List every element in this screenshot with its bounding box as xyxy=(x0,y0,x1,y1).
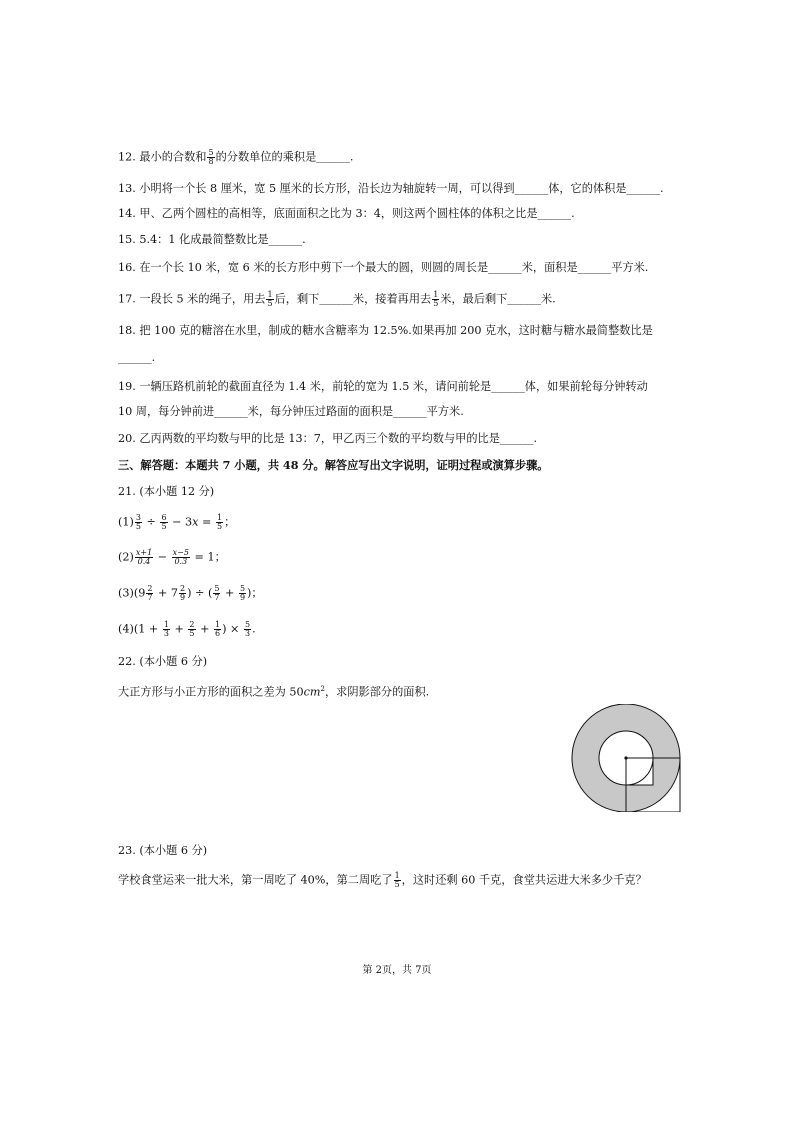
expr-text: (1 + xyxy=(133,622,162,636)
frac-num: 5 xyxy=(239,584,246,593)
q17-text-b: 后，剩下______米，接着再用去 xyxy=(274,292,432,306)
question-20: 20. 乙丙两数的平均数与甲的比是 13：7，甲乙丙三个数的平均数与甲的比是______. xyxy=(118,432,538,445)
operator: ÷ xyxy=(142,515,160,529)
frac-num: x+1 xyxy=(135,548,153,557)
frac-den: 7 xyxy=(147,593,153,602)
fraction xyxy=(135,514,142,531)
q21-part-4 xyxy=(118,621,256,638)
fraction xyxy=(214,621,221,638)
frac-num: 5 xyxy=(208,148,214,157)
q17-fraction-1 xyxy=(266,291,273,308)
question-16: 16. 在一个长 10 米，宽 6 米的长方形中剪下一个最大的圆，则圆的周长是______米，面积是______平方米. xyxy=(118,261,649,274)
question-13: 13. 小明将一个长 8 厘米，宽 5 厘米的长方形，沿长边为轴旋转一周，可以得到______体，它的体积是______. xyxy=(118,182,664,195)
frac-num: 3 xyxy=(135,513,141,522)
expr-text: + xyxy=(221,586,238,600)
part-label: (3) xyxy=(118,586,134,600)
q21-part-2 xyxy=(118,549,226,566)
expr-text: + 7 xyxy=(154,586,179,600)
q22-text-a: 大正方形与小正方形的面积之差为 xyxy=(118,685,290,699)
q23-text-a: 学校食堂运来一批大米，第一周吃了 40%，第二周吃了 xyxy=(118,873,393,887)
expr-end: ； xyxy=(224,515,236,529)
expr-text: + xyxy=(196,622,214,636)
frac-num: 1 xyxy=(215,620,221,629)
q17-text-c: 米，最后剩下______米. xyxy=(440,292,556,306)
frac-num: x−5 xyxy=(172,548,189,557)
q12-text-a: 12. 最小的合数和 xyxy=(118,150,207,164)
q22-text-b: ，求阴影部分的面积. xyxy=(324,685,430,699)
fraction xyxy=(135,549,153,566)
q23-title: 23. (本小题 6 分) xyxy=(118,844,208,857)
question-14: 14. 甲、乙两个圆柱的高相等，底面面积之比为 3：4，则这两个圆柱体的体积之比是______. xyxy=(118,207,575,220)
fraction xyxy=(163,621,170,638)
fraction xyxy=(179,585,186,602)
frac-den: 5 xyxy=(216,522,223,531)
frac-den: 0.3 xyxy=(174,557,188,566)
variable: x xyxy=(192,515,199,529)
q22-unit: cm xyxy=(303,685,321,699)
question-19-line-2: 10 周，每分钟前进______米，每分钟压过路面的面积是______平方米. xyxy=(118,405,464,418)
question-12 xyxy=(118,149,353,166)
q23-fraction xyxy=(394,872,401,889)
frac-den: 3 xyxy=(163,629,169,638)
q21-title: 21. (本小题 12 分) xyxy=(118,485,215,498)
q22-value: 50 xyxy=(289,685,304,699)
expr-text: ) ÷ ( xyxy=(187,586,213,600)
question-17 xyxy=(118,291,556,308)
q21-part-3 xyxy=(118,585,263,602)
frac-num: 2 xyxy=(189,620,195,629)
fraction xyxy=(146,585,153,602)
frac-den: 0.4 xyxy=(137,557,151,566)
q12-fraction xyxy=(207,149,214,166)
expr-end: )； xyxy=(247,586,263,600)
expr-text: (9 xyxy=(133,586,146,600)
q22-figure xyxy=(568,704,686,812)
frac-num: 1 xyxy=(163,620,169,629)
q22-text xyxy=(118,681,429,701)
q17-fraction-2 xyxy=(432,291,439,308)
frac-num: 5 xyxy=(244,620,251,629)
frac-den: 9 xyxy=(239,593,246,602)
frac-num: 1 xyxy=(394,871,400,880)
frac-num: 5 xyxy=(214,584,220,593)
q23-text xyxy=(118,872,647,889)
fraction xyxy=(239,585,246,602)
frac-den: 5 xyxy=(161,522,167,531)
question-18-line-2: ______. xyxy=(118,351,156,364)
operator: − xyxy=(154,550,171,564)
frac-den: 9 xyxy=(180,593,186,602)
question-19-line-1: 19. 一辆压路机前轮的截面直径为 1.4 米，前轮的宽为 1.5 米，请问前轮是______体，如果前轮每分钟转动 xyxy=(118,380,648,393)
section-3-heading: 三、解答题：本题共 7 小题，共 48 分。解答应写出文字说明，证明过程或演算步骤。 xyxy=(118,458,549,472)
fraction xyxy=(160,514,167,531)
frac-num: 1 xyxy=(267,290,273,299)
q17-text-a: 17. 一段长 5 米的绳子，用去 xyxy=(118,292,266,306)
frac-den: 5 xyxy=(135,522,141,531)
fraction xyxy=(216,514,223,531)
question-15: 15. 5.4：1 化成最简整数比是______. xyxy=(118,233,306,246)
frac-den: 5 xyxy=(433,299,439,308)
frac-den: 5 xyxy=(189,629,195,638)
frac-den: 6 xyxy=(215,629,221,638)
expr-text: − 3 xyxy=(168,515,193,529)
fraction xyxy=(188,621,195,638)
q22-title: 22. (本小题 6 分) xyxy=(118,655,208,668)
page-footer: 第 2页，共 7页 xyxy=(362,965,432,976)
frac-den: 5 xyxy=(267,299,273,308)
part-label: (1) xyxy=(118,515,134,529)
equals: = xyxy=(198,515,215,529)
fraction xyxy=(244,621,251,638)
center-point xyxy=(624,756,627,759)
q23-text-b: ，这时还剩 60 千克，食堂共运进大米多少千克？ xyxy=(401,873,647,887)
frac-num: 1 xyxy=(433,290,439,299)
part-label: (2) xyxy=(118,550,134,564)
part-label: (4) xyxy=(118,622,134,636)
expr-text: ) × xyxy=(222,622,243,636)
frac-den: 7 xyxy=(214,593,220,602)
frac-den: 8 xyxy=(208,157,214,166)
fraction xyxy=(172,549,190,566)
frac-num: 6 xyxy=(161,513,167,522)
frac-den: 5 xyxy=(394,880,400,889)
q21-part-1 xyxy=(118,514,235,531)
question-18-line-1: 18. 把 100 克的糖溶在水里，制成的糖水含糖率为 12.5%.如果再加 200 克水，这时糖与糖水最简整数比是 xyxy=(118,324,653,337)
frac-num: 2 xyxy=(180,584,186,593)
frac-num: 2 xyxy=(147,584,153,593)
expr-end: = 1； xyxy=(190,550,226,564)
frac-den: 3 xyxy=(244,629,251,638)
expr-end: . xyxy=(252,622,256,636)
q22-exponent: 2 xyxy=(320,685,325,693)
q12-text-b: 的分数单位的乘积是______. xyxy=(215,150,354,164)
frac-num: 1 xyxy=(216,513,223,522)
expr-text: + xyxy=(170,622,188,636)
fraction xyxy=(213,585,220,602)
